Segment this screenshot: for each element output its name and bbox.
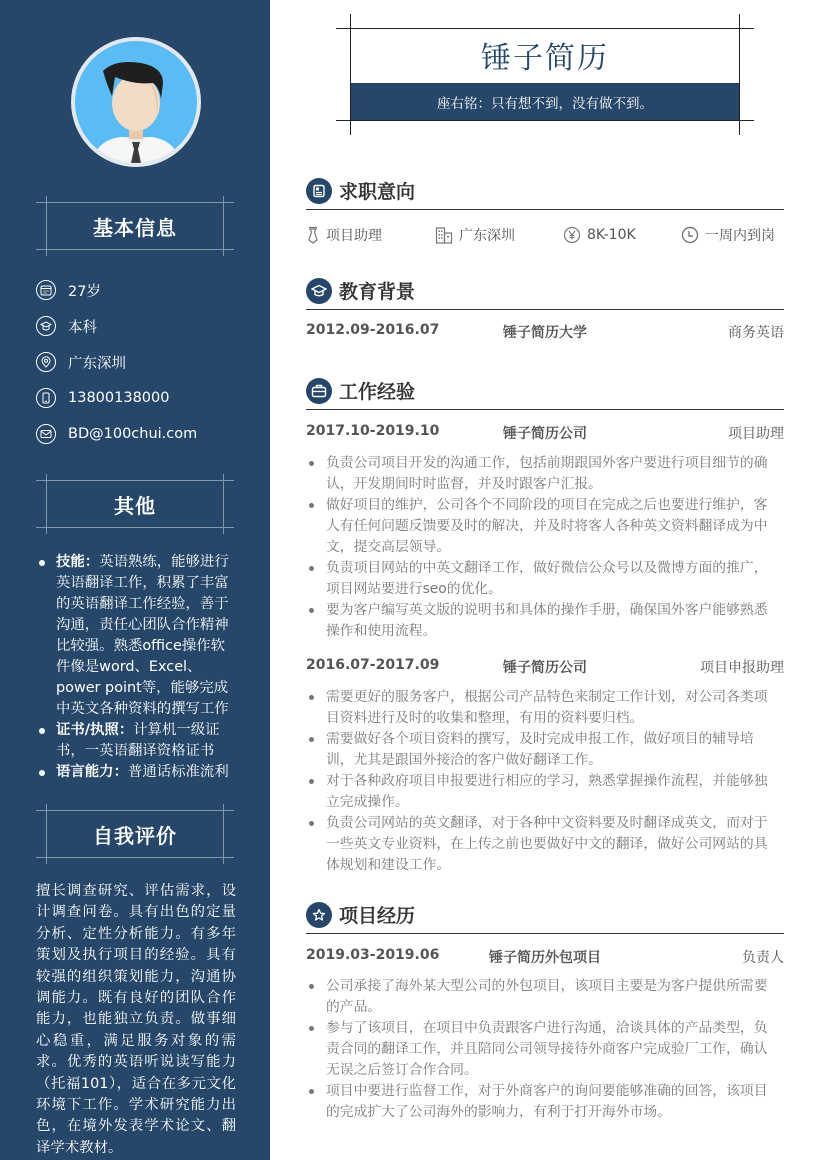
intent-availability: 一周内到岗: [681, 222, 775, 248]
certificates-item: 证书/执照：计算机一级证书，一英语翻译资格证书: [36, 720, 236, 762]
list-item: 需要更好的服务客户，根据公司产品特色来制定工作计划，对公司各类项目资料进行及时的收集和整理，有用的资料要归档。: [306, 687, 784, 729]
work-heading: 工作经验: [306, 372, 784, 410]
intent-row: [306, 222, 784, 248]
other-list: [36, 552, 236, 783]
clock-icon: [681, 226, 699, 244]
project-heading: 项目经历: [306, 896, 784, 934]
sidebar: [0, 0, 270, 1160]
info-location: 广东深圳: [36, 344, 197, 380]
resume-title: 锤子简历: [481, 41, 609, 76]
list-item: 公司承接了海外某大型公司的外包项目，该项目主要是为客户提供所需要的产品。: [306, 976, 784, 1018]
intent-position: 项目助理: [306, 222, 435, 248]
skills-item: 技能：英语熟练，能够进行英语翻译工作，积累了丰富的英语翻译工作经验，善于沟通，责任心团队合作精神比较强。熟悉office操作软件像是word、Excel、power point等，能够完成中英文各种资料的撰写工作: [36, 552, 236, 720]
list-item: 做好项目的维护，公司各个不同阶段的项目在完成之后也要进行维护，客人有任何问题反馈要及时的解决，并及时将客人各种英文资料翻译成为中文，提交高层领导。: [306, 495, 784, 558]
education-heading: 教育背景: [306, 272, 784, 310]
self-eval-heading: 自我评价: [36, 810, 234, 858]
education-entry: 2012.09-2016.07 锤子简历大学 商务英语: [306, 322, 784, 341]
list-item: 项目中要进行监督工作，对于外商客户的询问要能够准确的回答，该项目的完成扩大了公司海外的影响力，有利于打开海外市场。: [306, 1081, 784, 1123]
avatar: [71, 37, 201, 167]
calendar-icon: [36, 280, 56, 300]
star-icon: [306, 902, 332, 928]
self-eval-text: 擅长调查研究、评估需求，设计调查问卷。具有出色的定量分析、定性分析能力。有多年策划及执行项目的经验。具有较强的组织策划能力，沟通协调能力。既有良好的团队合作能力，也能独立负责。做事细心稳重，满足服务对象的需求。优秀的英语听说读写能力（托福101），适合在多元文化环境下工作。学术研究能力出色，在境外发表学术论文、翻译学术教材。: [36, 883, 236, 1156]
info-age: 27岁: [36, 272, 197, 308]
work-entry-2-header: 2016.07-2017.09 锤子简历公司 项目申报助理: [306, 657, 784, 676]
work-entry-2-bullets: [306, 687, 784, 876]
avatar-illustration-icon: [75, 41, 197, 163]
intent-heading: 求职意向: [306, 172, 784, 210]
list-item: 参与了该项目，在项目中负责跟客户进行沟通，洽谈具体的产品类型，负责合同的翻译工作，并且陪同公司领导接待外商客户完成验厂工作，确认无误之后签订合作合同。: [306, 1018, 784, 1081]
graduation-cap-icon: [36, 316, 56, 336]
language-item: 语言能力：普通话标准流利: [36, 762, 236, 783]
info-phone: 13800138000: [36, 380, 197, 416]
list-item: 负责公司网站的英文翻译，对于各种中文资料要及时翻译成英文，而对于一些英文专业资料，在上传之前也要做好中文的翻译，做好公司网站的具体规划和建设工作。: [306, 813, 784, 876]
project-entry-header: 2019.03-2019.06 锤子简历外包项目 负责人: [306, 947, 784, 966]
mail-icon: [36, 424, 56, 444]
project-entry-bullets: [306, 976, 784, 1123]
yen-icon: [563, 226, 581, 244]
info-education: 本科: [36, 308, 197, 344]
list-item: 需要做好各个项目资料的撰写，及时完成申报工作，做好项目的辅导培训，尤其是跟国外接洽的客户做好翻译工作。: [306, 729, 784, 771]
list-item: 负责项目网站的中英文翻译工作，做好微信公众号以及微博方面的推广，项目网站要进行seo的优化。: [306, 558, 784, 600]
basic-info-heading: 基本信息: [36, 202, 234, 250]
info-email: BD@100chui.com: [36, 416, 197, 452]
list-item: 对于各种政府项目申报要进行相应的学习，熟悉掌握操作流程，并能够独立完成操作。: [306, 771, 784, 813]
intent-salary: 8K-10K: [563, 222, 681, 248]
phone-icon: [36, 388, 56, 408]
work-entry-1-header: 2017.10-2019.10 锤子简历公司 项目助理: [306, 423, 784, 442]
building-icon: [435, 226, 453, 244]
other-heading: 其他: [36, 480, 234, 528]
motto-banner: 座右铭：只有想不到，没有做不到。: [351, 83, 739, 120]
resume-header: [336, 14, 754, 135]
location-pin-icon: [36, 352, 56, 372]
intent-city: 广东深圳: [435, 222, 563, 248]
graduation-cap-icon: [306, 278, 332, 304]
tie-icon: [306, 226, 320, 244]
list-item: 负责公司项目开发的沟通工作，包括前期跟国外客户要进行项目细节的确认，开发期间时时监督，并及时跟客户汇报。: [306, 453, 784, 495]
briefcase-icon: [306, 378, 332, 404]
list-item: 要为客户编写英文版的说明书和具体的操作手册，确保国外客户能够熟悉操作和使用流程。: [306, 600, 784, 642]
resume-doc-icon: [306, 178, 332, 204]
basic-info-list: [36, 272, 197, 452]
work-entry-1-bullets: [306, 453, 784, 642]
